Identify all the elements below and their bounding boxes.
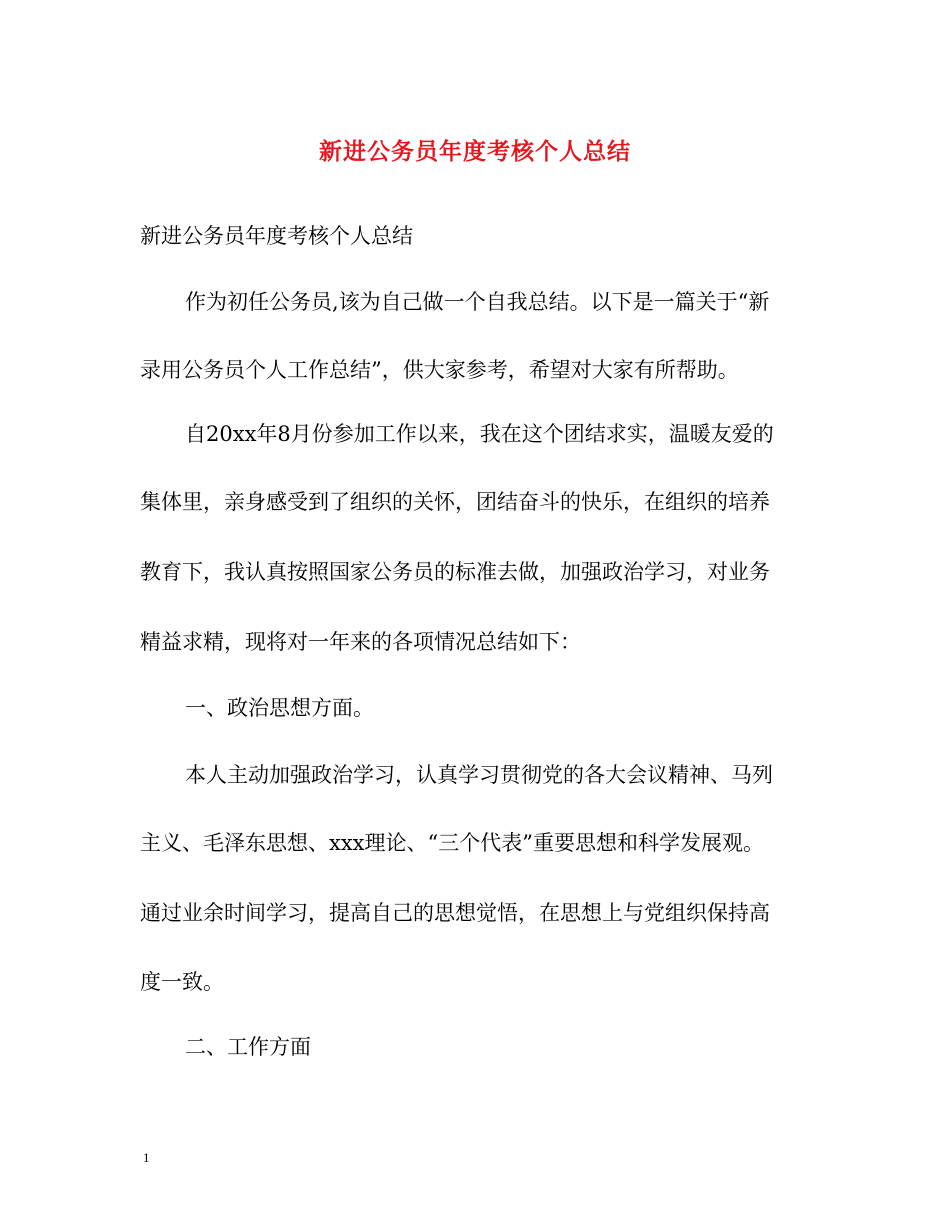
- paragraph-line: 精益求精，现将对一年来的各项情况总结如下：: [140, 630, 581, 654]
- document-title: 新进公务员年度考核个人总结: [319, 138, 631, 165]
- paragraph-line: 通过业余时间学习，提高自己的思想觉悟，在思想上与党组织保持高: [140, 901, 770, 925]
- paragraph-line: 本人主动加强政治学习，认真学习贯彻党的各大会议精神、马列: [185, 763, 773, 787]
- page-number: 1: [143, 1150, 150, 1165]
- section-heading: 一、政治思想方面。: [185, 696, 374, 720]
- paragraph-line: 主义、毛泽东思想、xxx理论、“三个代表”重要思想和科学发展观。: [140, 831, 764, 855]
- paragraph-line: 自20xx年8月份参加工作以来，我在这个团结求实，温暖友爱的: [185, 422, 774, 446]
- paragraph-line: 教育下，我认真按照国家公务员的标准去做，加强政治学习，对业务: [140, 560, 770, 584]
- paragraph-line: 作为初任公务员,该为自己做一个自我总结。以下是一篇关于“新: [185, 290, 770, 314]
- subtitle-line: 新进公务员年度考核个人总结: [140, 224, 413, 248]
- paragraph-line: 集体里，亲身感受到了组织的关怀，团结奋斗的快乐，在组织的培养: [140, 490, 770, 514]
- paragraph-line: 度一致。: [140, 970, 224, 994]
- section-heading: 二、工作方面: [185, 1035, 311, 1059]
- paragraph-line: 录用公务员个人工作总结”，供大家参考，希望对大家有所帮助。: [140, 358, 739, 382]
